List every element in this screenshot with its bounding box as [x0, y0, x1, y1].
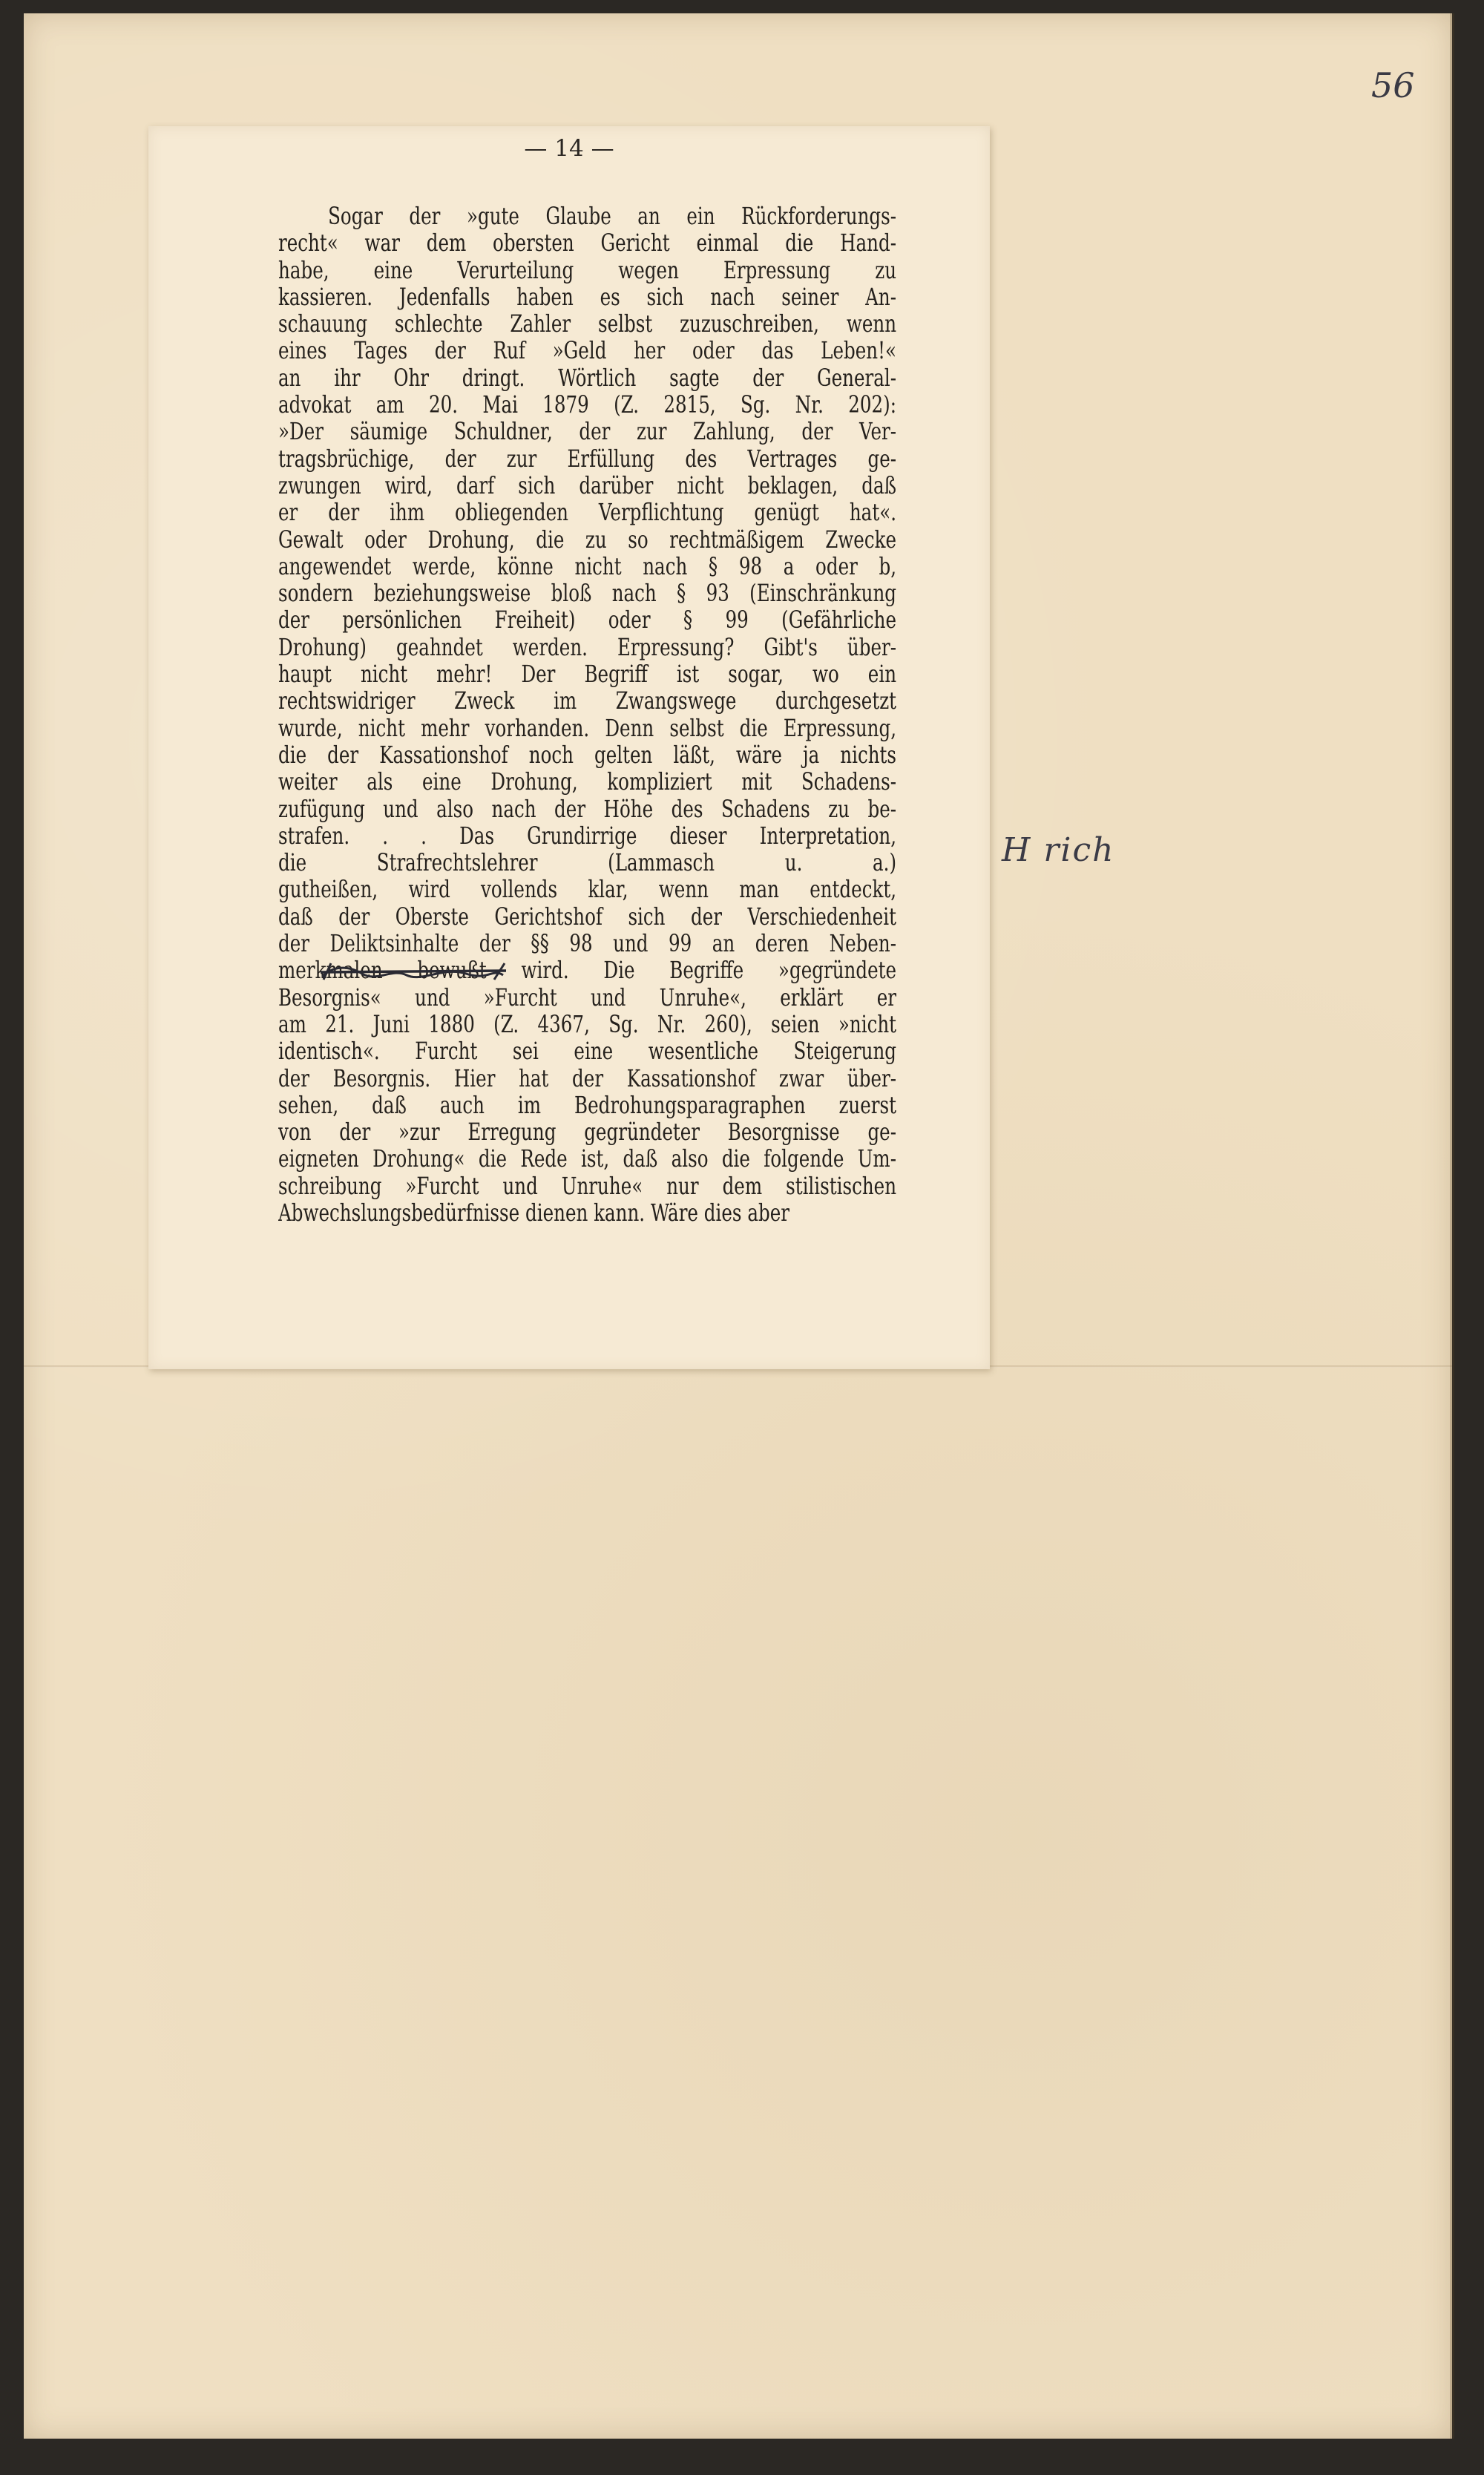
struck-out-handwriting — [318, 960, 509, 983]
clipping-line: »Der säumige Schuldner, der zur Zahlung, der Ver- — [278, 419, 897, 446]
clipping-line: von der »zur Erregung gegründeter Besorgnisse ge- — [278, 1119, 897, 1147]
clipping-line: am 21. Juni 1880 (Z. 4367, Sg. Nr. 260), seien »nicht — [278, 1011, 897, 1038]
clipping-line: Sogar der »gute Glaube an ein Rückforderungs- — [328, 203, 897, 230]
clipping-line: der Deliktsinhalte der §§ 98 und 99 an deren Neben- — [278, 931, 897, 958]
clipping-line: der Besorgnis. Hier hat der Kassationshof zwar über- — [278, 1065, 897, 1092]
clipping-line: advokat am 20. Mai 1879 (Z. 2815, Sg. Nr. 202): — [278, 392, 897, 419]
clipping-line: weiter als eine Drohung, kompliziert mit Schadens- — [278, 769, 897, 796]
clipping-line: Besorgnis« und »Furcht und Unruhe«, erklärt er — [278, 984, 897, 1012]
handwritten-margin-note: H rich — [1002, 831, 1115, 869]
clipping-line: gutheißen, wird vollends klar, wenn man entdeckt, — [278, 876, 897, 904]
clipping-line: strafen. . . Das Grundirrige dieser Interpretation, — [278, 822, 897, 850]
clipping-line: Abwechslungsbedürfnisse dienen kann. Wäre dies aber — [278, 1199, 789, 1227]
clipping-line: identisch«. Furcht sei eine wesentliche Steigerung — [278, 1038, 897, 1066]
clipping-line: Drohung) geahndet werden. Erpressung? Gibt's über- — [278, 634, 897, 661]
clipping-line: tragsbrüchige, der zur Erfüllung des Vertrages ge- — [278, 445, 897, 473]
clipping-line: merkmalen bewußt wird. Die Begriffe »gegründete — [278, 957, 897, 985]
clipping-line: eines Tages der Ruf »Geld her oder das Leben!« — [278, 338, 897, 365]
clipping-line: sehen, daß auch im Bedrohungsparagraphen zuerst — [278, 1092, 897, 1119]
clipping-line: habe, eine Verurteilung wegen Erpressung zu — [278, 257, 897, 284]
clipping-page-number: — 14 — — [524, 135, 614, 162]
clipping-line: daß der Oberste Gerichtshof sich der Verschiedenheit — [278, 903, 897, 931]
clipping-line: der persönlichen Freiheit) oder § 99 (Gefährliche — [278, 607, 897, 635]
clipping-line: schreibung »Furcht und Unruhe« nur dem stilistischen — [278, 1173, 897, 1200]
newspaper-clipping — [148, 126, 990, 1369]
clipping-line: die der Kassationshof noch gelten läßt, wäre ja nichts — [278, 741, 897, 769]
clipping-line: an ihr Ohr dringt. Wörtlich sagte der General- — [278, 364, 897, 392]
clipping-line: recht« war dem obersten Gericht einmal die Hand- — [278, 230, 897, 258]
clipping-line: Gewalt oder Drohung, die zu so rechtmäßigem Zwecke — [278, 526, 897, 554]
clipping-line: wurde, nicht mehr vorhanden. Denn selbst die Erpressung, — [278, 715, 897, 742]
clipping-body-text — [278, 203, 896, 1227]
clipping-line: zufügung und also nach der Höhe des Schadens zu be- — [278, 796, 897, 823]
clipping-line: sondern beziehungsweise bloß nach § 93 (Einschränkung — [278, 580, 897, 608]
folio-number: 56 — [1371, 65, 1415, 105]
clipping-line: rechtswidriger Zweck im Zwangswege durchgesetzt — [278, 688, 897, 715]
clipping-line: schauung schlechte Zahler selbst zuzuschreiben, wenn — [278, 311, 897, 338]
clipping-line: eigneten Drohung« die Rede ist, daß also die folgende Um- — [278, 1146, 897, 1173]
clipping-line: die Strafrechtslehrer (Lammasch u. a.) — [278, 850, 897, 877]
clipping-line: kassieren. Jedenfalls haben es sich nach seiner An- — [278, 283, 897, 311]
clipping-line: zwungen wird, darf sich darüber nicht beklagen, daß — [278, 472, 897, 499]
sheet-edge-shadow — [1450, 13, 1454, 2439]
clipping-line: angewendet werde, könne nicht nach § 98 a oder b, — [278, 553, 897, 580]
clipping-line: haupt nicht mehr! Der Begriff ist sogar, wo ein — [278, 661, 897, 689]
clipping-line: er der ihm obliegenden Verpflichtung genügt hat«. — [278, 499, 897, 527]
